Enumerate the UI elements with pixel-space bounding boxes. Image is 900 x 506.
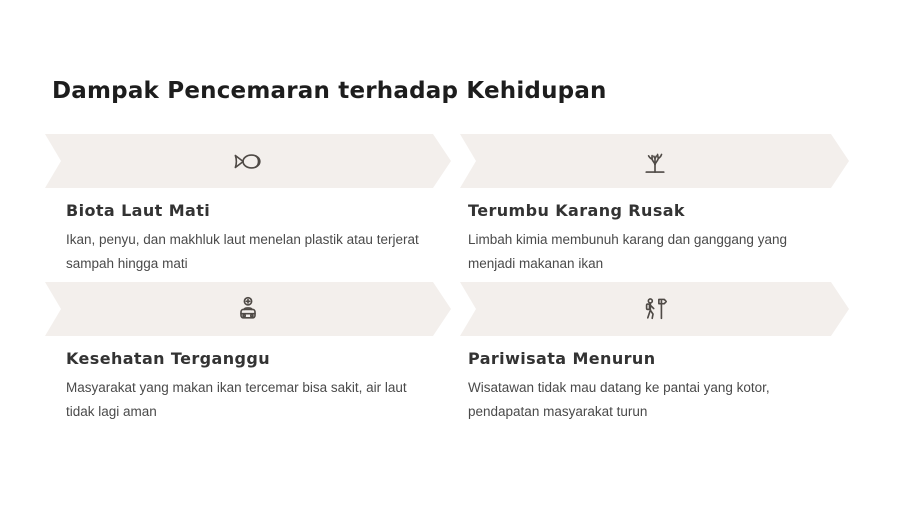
arrow-banner <box>460 282 849 336</box>
arrow-banner <box>45 134 451 188</box>
coral-icon <box>641 147 669 175</box>
arrow-banner <box>45 282 451 336</box>
card-description: Ikan, penyu, dan makhluk laut menelan plastik atau terjerat sampah hingga mati <box>66 232 419 271</box>
card-description: Masyarakat yang makan ikan tercemar bisa sakit, air laut tidak lagi aman <box>66 380 407 419</box>
health-icon <box>234 295 262 323</box>
card-description: Wisatawan tidak mau datang ke pantai yang kotor, pendapatan masyarakat turun <box>468 380 770 419</box>
card-description: Limbah kimia membunuh karang dan ganggang yang menjadi makanan ikan <box>468 232 787 271</box>
card-heading: Biota Laut Mati <box>66 201 211 220</box>
tourist-icon <box>641 295 669 323</box>
impact-grid <box>45 134 855 430</box>
card-pariwisata-menurun <box>460 282 849 430</box>
card-heading: Pariwisata Menurun <box>468 349 656 368</box>
page-title: Dampak Pencemaran terhadap Kehidupan <box>52 78 607 104</box>
card-heading: Kesehatan Terganggu <box>66 349 271 368</box>
card-text <box>45 336 451 424</box>
card-kesehatan-terganggu <box>45 282 451 430</box>
fish-icon <box>233 150 263 173</box>
card-text <box>45 188 451 276</box>
arrow-banner <box>460 134 849 188</box>
card-terumbu-karang-rusak <box>460 134 849 282</box>
card-text <box>460 336 849 424</box>
card-biota-laut-mati <box>45 134 451 282</box>
card-text <box>460 188 849 276</box>
card-heading: Terumbu Karang Rusak <box>468 201 685 220</box>
